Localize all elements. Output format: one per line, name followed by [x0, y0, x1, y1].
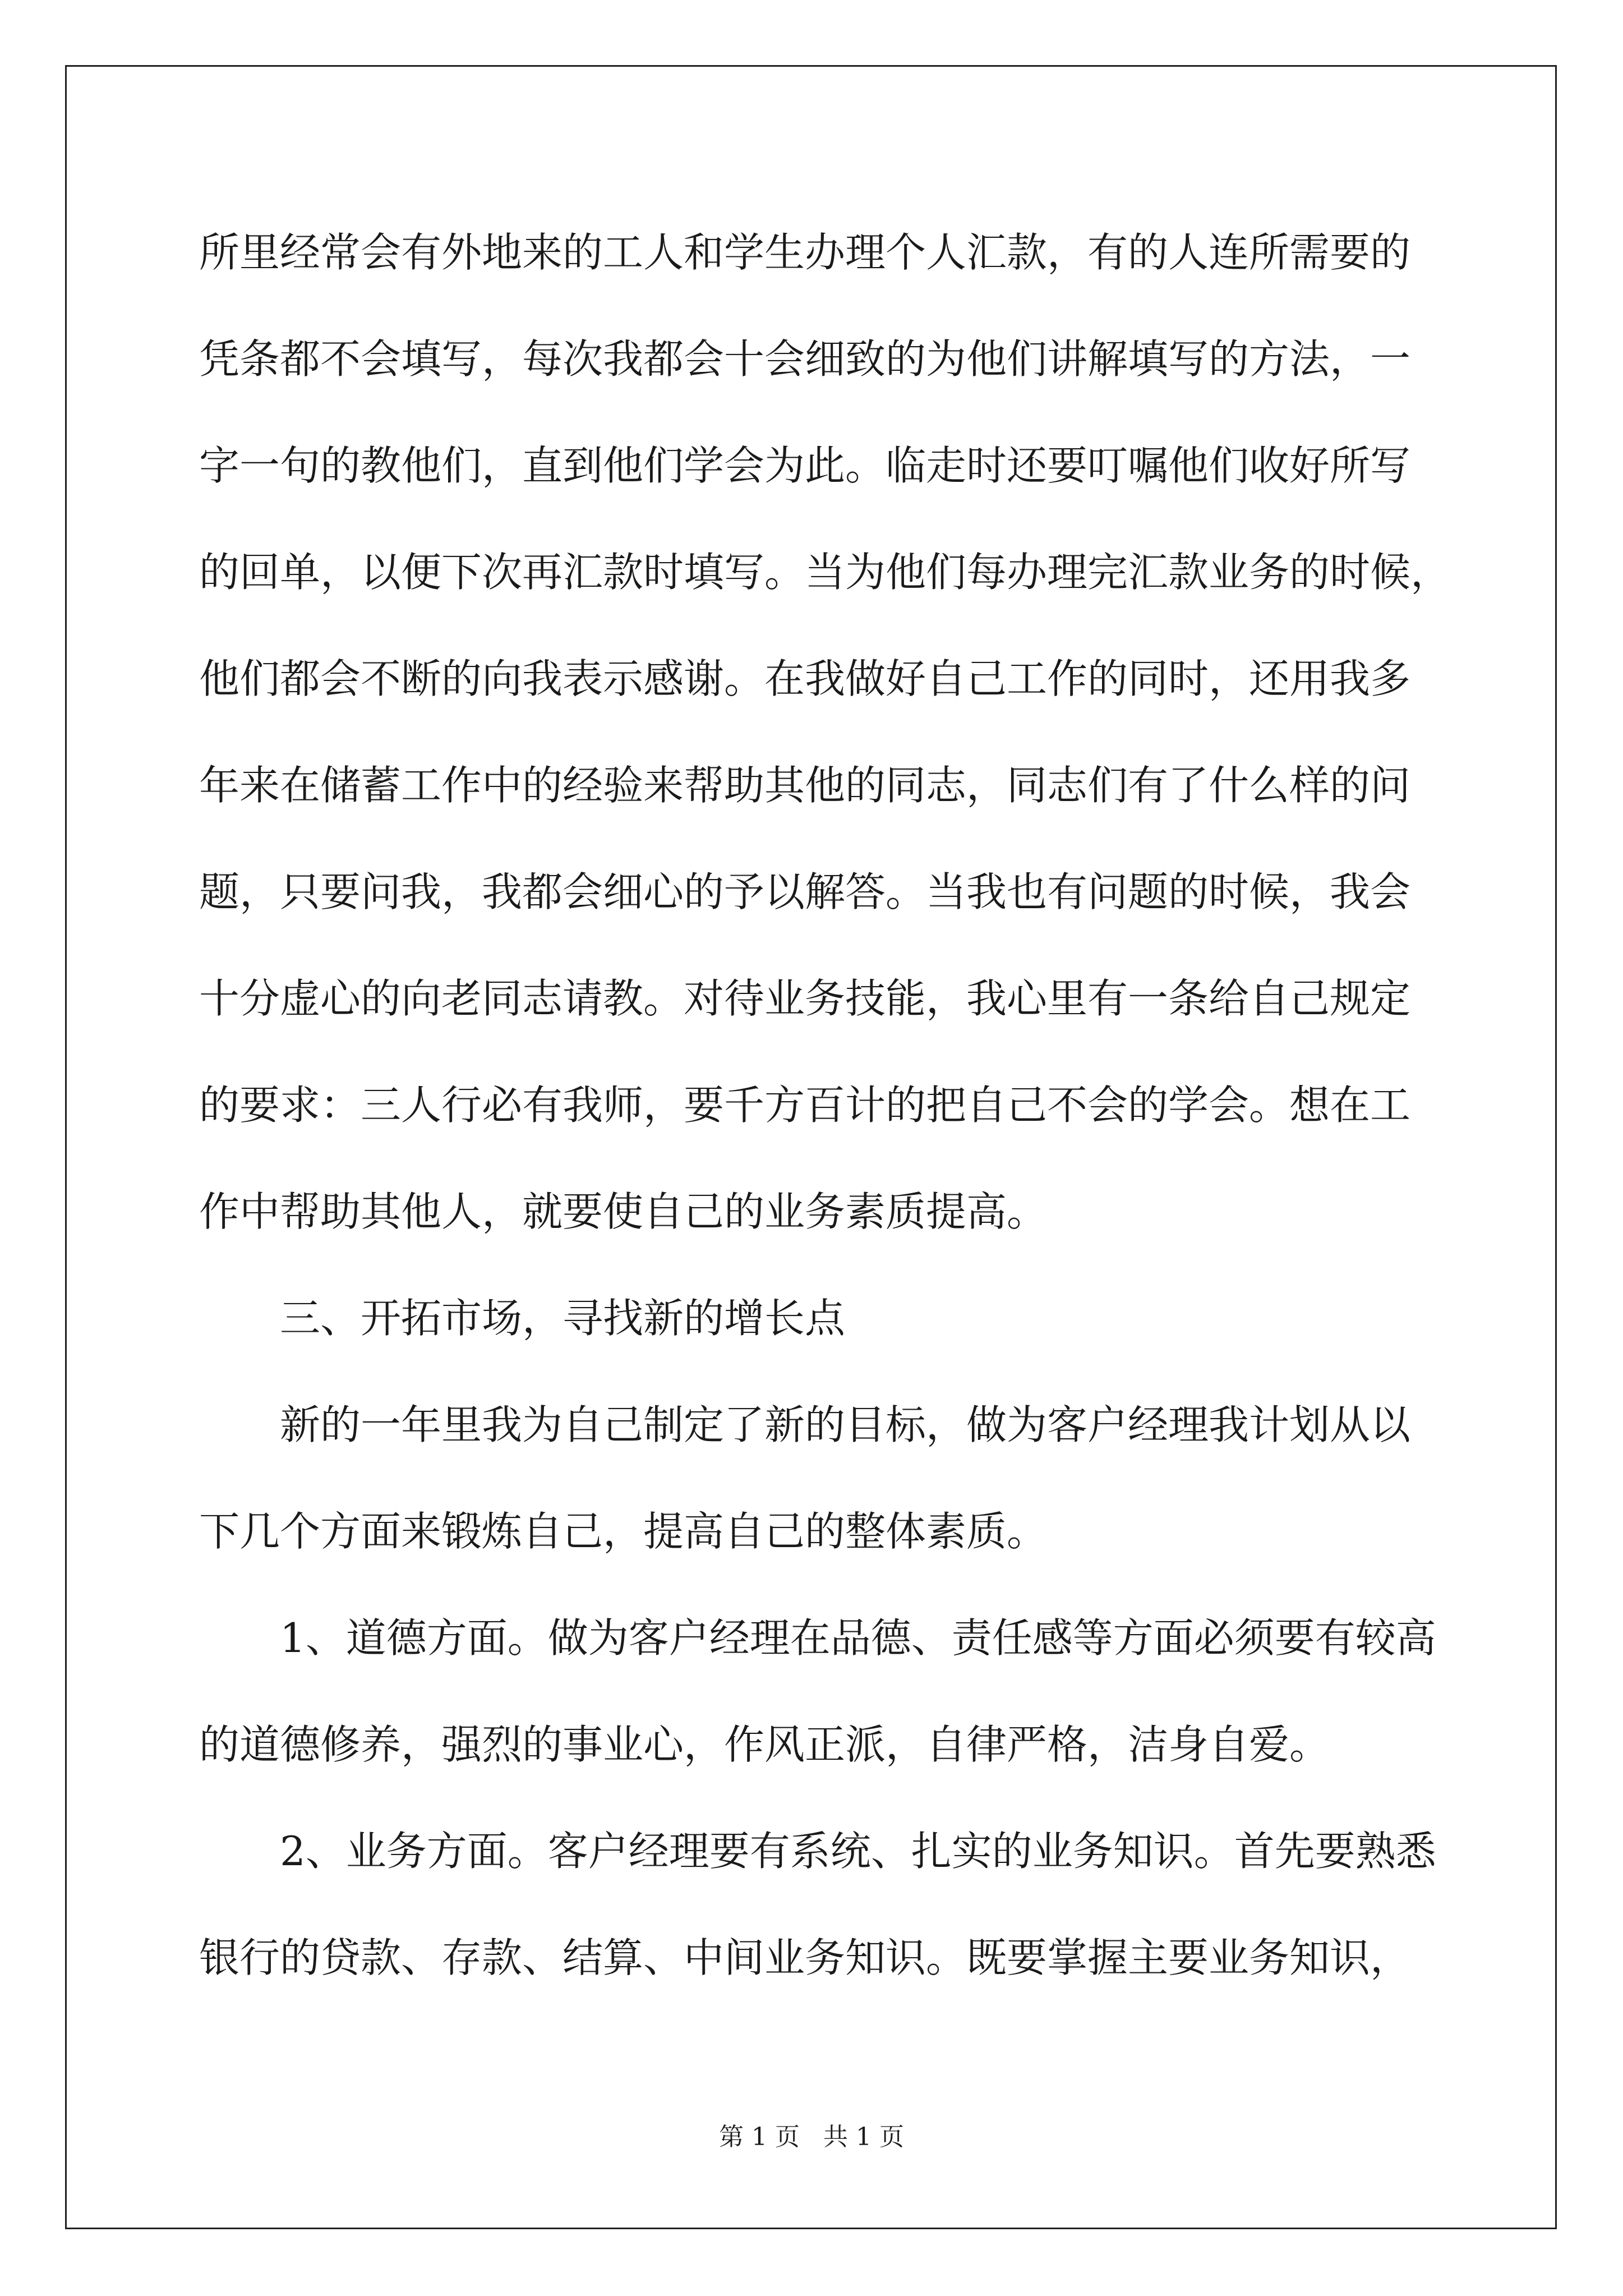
text-line: 凭条都不会填写，每次我都会十会细致的为他们讲解填写的方法，一: [199, 335, 1411, 383]
paragraph-start-line: 1、道德方面。做为客户经理在品德、责任感等方面必须要有较高: [280, 1614, 1436, 1662]
text-line: 作中帮助其他人，就要使自己的业务素质提高。: [199, 1188, 1048, 1235]
text-line: 他们都会不断的向我表示感谢。在我做好自己工作的同时，还用我多: [199, 655, 1411, 702]
text-line: 下几个方面来锻炼自己，提高自己的整体素质。: [199, 1508, 1048, 1555]
text-line: 银行的贷款、存款、结算、中间业务知识。既要掌握主要业务知识，: [199, 1934, 1411, 1981]
text-line: 所里经常会有外地来的工人和学生办理个人汇款，有的人连所需要的: [199, 229, 1411, 276]
paragraph-start-line: 新的一年里我为自己制定了新的目标，做为客户经理我计划从以: [280, 1401, 1411, 1448]
section-heading: 三、开拓市场，寻找新的增长点: [280, 1295, 846, 1342]
page-number: 第 1 页: [719, 2123, 800, 2151]
text-line: 的要求：三人行必有我师，要千方百计的把自己不会的学会。想在工: [199, 1082, 1411, 1129]
text-line: 十分虚心的向老同志请教。对待业务技能，我心里有一条给自己规定: [199, 975, 1411, 1022]
text-line: 年来在储蓄工作中的经验来帮助其他的同志，同志们有了什么样的问: [199, 762, 1411, 809]
document-body: [199, 219, 1451, 2031]
page-total: 共 1 页: [823, 2123, 904, 2151]
paragraph-start-line: 2、业务方面。客户经理要有系统、扎实的业务知识。首先要熟悉: [280, 1828, 1436, 1875]
page-footer: [0, 2120, 1623, 2154]
text-line: 的道德修养，强烈的事业心，作风正派，自律严格，洁身自爱。: [199, 1721, 1330, 1768]
text-line: 字一句的教他们，直到他们学会为此。临走时还要叮嘱他们收好所写: [199, 442, 1411, 489]
text-line: 的回单，以便下次再汇款时填写。当为他们每办理完汇款业务的时候，: [199, 549, 1451, 596]
text-line: 题，只要问我，我都会细心的予以解答。当我也有问题的时候，我会: [199, 868, 1411, 915]
